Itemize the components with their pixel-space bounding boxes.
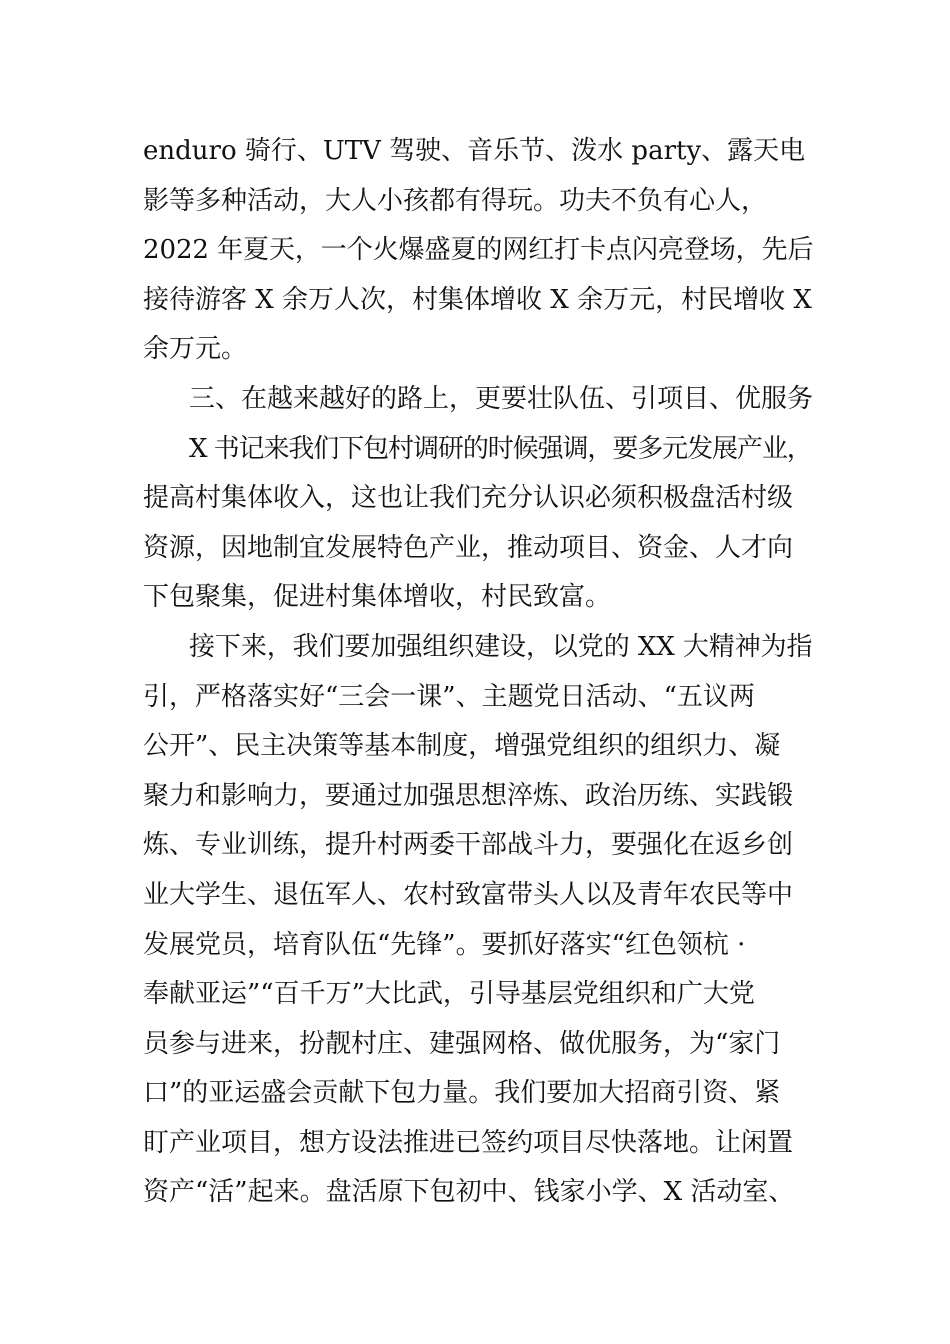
text-line: 下包聚集，促进村集体增收，村民致富。 (143, 582, 612, 613)
text-line: enduro 骑行、UTV 驾驶、音乐节、泼水 party、露天电 (143, 136, 806, 166)
text-line: 业大学生、退伍军人、农村致富带头人以及青年农民等中 (143, 879, 794, 910)
body-text (143, 127, 813, 1218)
text-line: 三、在越来越好的路上，更要壮队伍、引项目、优服务 (189, 383, 814, 414)
text-line: 接待游客 X 余万人次，村集体增收 X 余万元，村民增收 X (143, 284, 812, 315)
text-line: 口”的亚运盛会贡献下包力量。我们要加大招商引资、紧 (143, 1078, 781, 1109)
text-line: X 书记来我们下包村调研的时候强调，要多元发展产业， (189, 433, 812, 464)
text-line: 发展党员，培育队伍“先锋”。要抓好落实“红色领杭 · (143, 929, 746, 960)
text-line: 资源，因地制宜发展特色产业，推动项目、资金、人才向 (143, 532, 794, 563)
text-line: 聚力和影响力，要通过加强思想淬炼、政治历练、实践锻 (143, 780, 794, 811)
text-line: 盯产业项目，想方设法推进已签约项目尽快落地。让闲置 (143, 1127, 794, 1158)
text-line: 员参与进来，扮靓村庄、建强网格、做优服务，为“家门 (143, 1028, 781, 1059)
text-line: 接下来，我们要加强组织建设，以党的 XX 大精神为指 (189, 631, 813, 662)
text-line: 奉献亚运”“百千万”大比武，引导基层党组织和广大党 (143, 979, 755, 1010)
text-line: 引，严格落实好“三会一课”、主题党日活动、“五议两 (143, 681, 755, 712)
text-line: 余万元。 (143, 334, 248, 365)
text-line: 提高村集体收入，这也让我们充分认识必须积极盘活村级 (143, 483, 794, 514)
text-line: 影等多种活动，大人小孩都有得玩。功夫不负有心人， (143, 185, 768, 216)
text-line: 炼、专业训练，提升村两委干部战斗力，要强化在返乡创 (143, 830, 794, 861)
text-line: 资产“活”起来。盘活原下包初中、钱家小学、X 活动室、 (143, 1177, 795, 1208)
text-line: 公开”、民主决策等基本制度，增强党组织的组织力、凝 (143, 731, 781, 762)
text-line: 2022 年夏天，一个火爆盛夏的网红打卡点闪亮登场，先后 (143, 235, 814, 266)
